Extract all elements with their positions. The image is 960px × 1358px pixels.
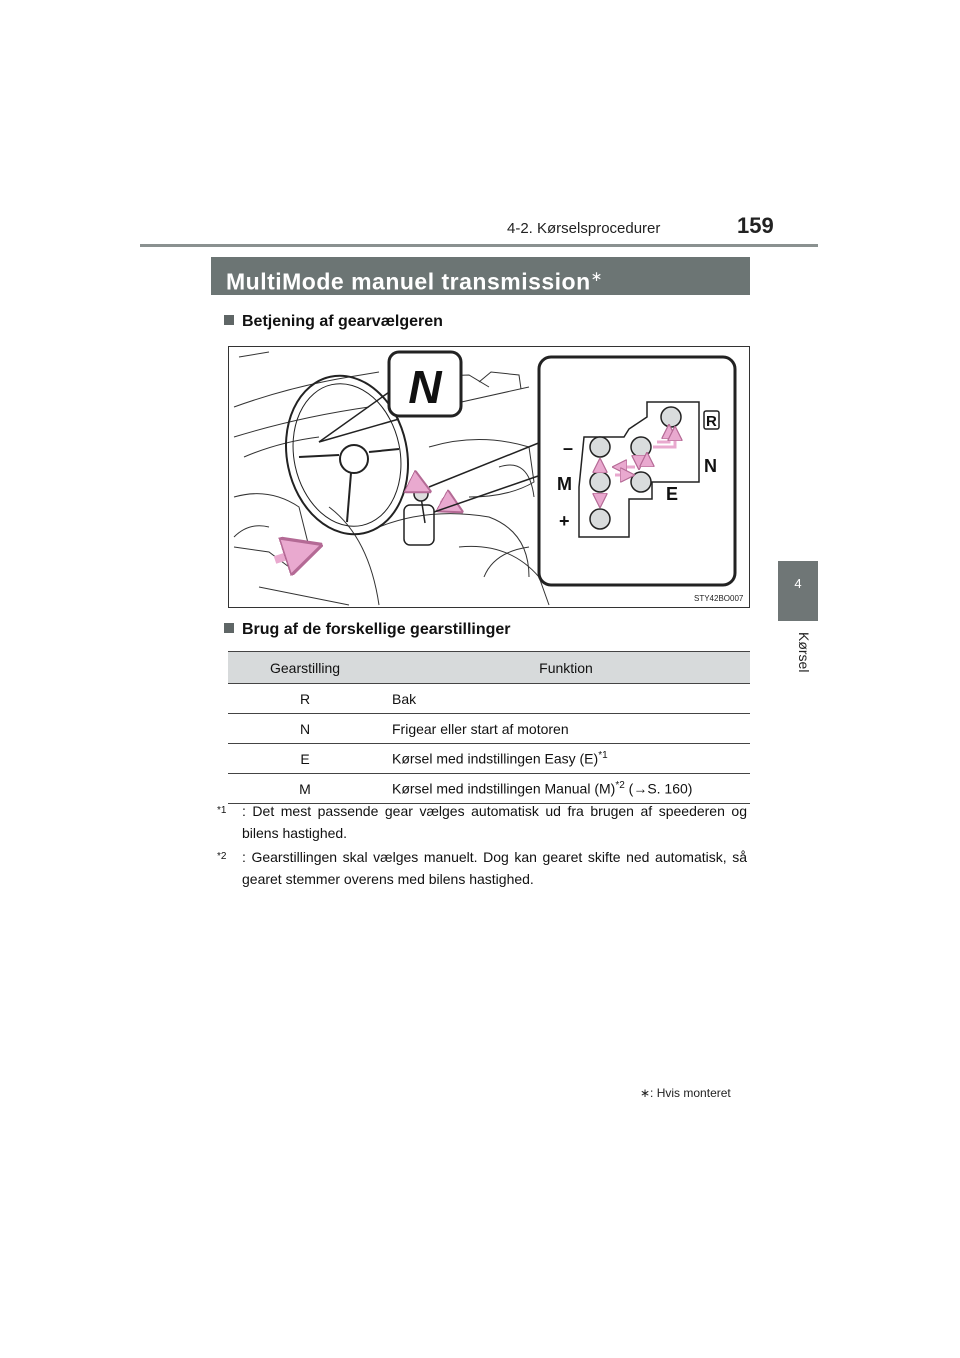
header-divider bbox=[140, 244, 818, 247]
title-marker: ∗ bbox=[590, 268, 603, 284]
footnote-mark: *2 bbox=[615, 780, 625, 792]
footnote-1 bbox=[217, 800, 747, 844]
running-header: 4-2. Kørselsprocedurer bbox=[507, 220, 661, 237]
footnote-1-mark: *1 bbox=[217, 805, 227, 816]
display-letter: N bbox=[408, 361, 442, 413]
column-header-position: Gearstilling bbox=[228, 652, 382, 684]
footnote-mark: *1 bbox=[598, 750, 608, 762]
subheading-positions-text: Brug af de forskellige gearstillinger bbox=[242, 621, 511, 638]
table-row bbox=[228, 744, 750, 774]
page-reference-link[interactable]: (→S. 160) bbox=[628, 780, 693, 797]
position-cell: E bbox=[228, 744, 382, 774]
bullet-square-icon bbox=[224, 315, 234, 325]
footnote-2-mark: *2 bbox=[217, 851, 227, 862]
gate-label-e: E bbox=[666, 484, 679, 504]
footnote-1-text: : Det mest passende gear vælges automatisk ud fra brugen af speederen og bilens hastighed. bbox=[242, 803, 747, 841]
gear-position-table bbox=[228, 651, 750, 804]
position-cell: N bbox=[228, 714, 382, 744]
position-cell: R bbox=[228, 684, 382, 714]
chapter-label: Kørsel bbox=[796, 632, 812, 673]
gate-label-n: N bbox=[704, 456, 717, 476]
function-cell bbox=[382, 684, 750, 714]
footnote-2 bbox=[217, 846, 747, 890]
section-title-bar bbox=[211, 257, 750, 295]
table-row bbox=[228, 684, 750, 714]
function-cell bbox=[382, 774, 750, 804]
function-text: Kørsel med indstillingen Manual (M) bbox=[392, 780, 616, 797]
gear-selector-figure bbox=[228, 346, 750, 608]
table-row bbox=[228, 714, 750, 744]
subheading-positions bbox=[224, 621, 511, 639]
function-text: Kørsel med indstillingen Easy (E) bbox=[392, 750, 599, 767]
table-row bbox=[228, 774, 750, 804]
gate-label-plus: + bbox=[559, 511, 570, 531]
function-cell bbox=[382, 714, 750, 744]
footer-note: ∗: Hvis monteret bbox=[640, 1086, 731, 1100]
subheading-operation-text: Betjening af gearvælgeren bbox=[242, 313, 443, 330]
subheading-operation bbox=[224, 313, 443, 331]
function-text: Frigear eller start af motoren bbox=[392, 720, 569, 737]
figure-code: STY42BO007 bbox=[694, 594, 744, 603]
gear-selector-illustration bbox=[229, 347, 749, 607]
function-text: Bak bbox=[392, 690, 417, 707]
footnote-2-text: : Gearstillingen skal vælges manuelt. Dog kan gearet skifte ned automatisk, så gearet stemmer overens med bilens hastighed. bbox=[242, 849, 747, 887]
bullet-square-icon bbox=[224, 623, 234, 633]
gate-label-minus: – bbox=[563, 438, 574, 458]
table-header-row bbox=[228, 652, 750, 684]
section-title: MultiMode manuel transmission bbox=[226, 268, 591, 295]
position-cell: M bbox=[228, 774, 382, 804]
function-cell bbox=[382, 744, 750, 774]
gate-label-r: R bbox=[706, 413, 717, 430]
gate-label-m: M bbox=[557, 474, 572, 494]
column-header-function: Funktion bbox=[382, 652, 750, 684]
chapter-tab: 4 bbox=[778, 561, 818, 621]
page-number: 159 bbox=[737, 213, 774, 238]
